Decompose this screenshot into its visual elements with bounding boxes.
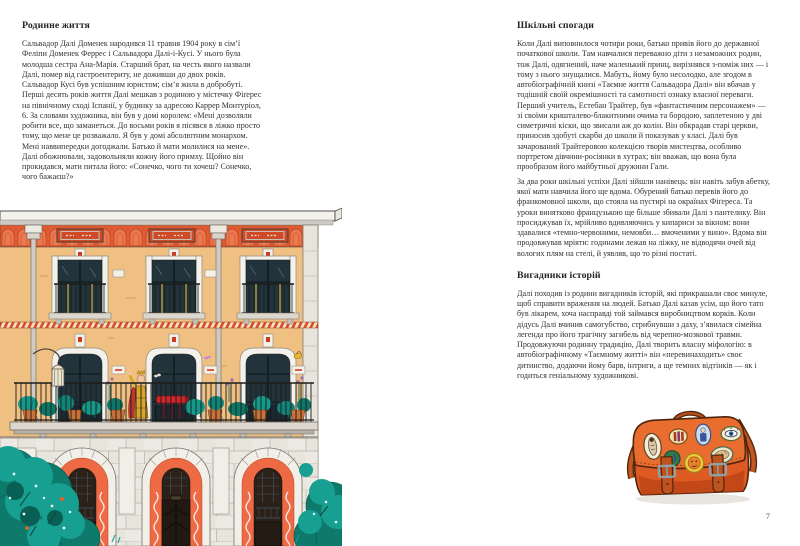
satchel-svg (620, 408, 772, 510)
building-cornice (0, 208, 342, 225)
paragraph: Далі походив із родини вигадників історій, які прикрашали своє минуле, щоб справити враження на людей. Батько Далі казав усім, що його тато був лікарем, хоча насправді той займався виробництвом корків. Коли дідусь Далі вчинив самогубство, стрибнувши з даху, з’явилася сімейна легенда про його трагічну загибель від черепно-мозкової травми. Продовжуючи родинну традицію, Далі творить власну міфологію: в автобіографічному «Таємному житті» він «перевинаходить» своє дитинство, додаючи йому барв, інтриги, а ще темних відтінків — як і годиться геніальному художникові. (517, 288, 768, 380)
arch-door-center (142, 447, 210, 546)
dali-house-illustration (0, 206, 342, 546)
paragraph: За два роки шкільні успіхи Далі зійшли нанівець: він навіть забув абетку, якої мати навчила його ще вдома. Обурений батько перевів його до франкомовної школи, що стояла на пустирі на окраїнах Фіґереса. Та уроки винятково французькою ще більше збивали Далі з пантелику. Він просиджував їх, мрійливо вдивляючись у кипариси за вікном: вони здавалися «темно-червоними, немовби… вмоченими у вино». Вдома він продовжував мріяти: годинами лежав на ліжку, не відводячи очей від вологих плям на стелі, й уявляв, що то різні постаті. (517, 176, 770, 258)
striped-band (0, 322, 318, 328)
arch-window-right (234, 447, 302, 546)
left-column (22, 20, 262, 187)
paragraph: Сальвадор Далі Доменек народився 11 травня 1904 року в сім’ї Феліпи Доменек Феррес і Сальвадора Далі-і-Кусі. У нього була молодша сестра Ана-Марія. Старший брат, на честь якого назвали Далі, помер від гастроентериту, не доживши до двох років. Сальвадор Кусі був успішним юристом; сім’я жила в добробуті. Перші десять років життя Далі мешкав з родиною у містечку Фіґерес на північному сході Іспанії, у будинку за адресою Каррер Монтуріол, 6. За словами художника, він був у домі королем: «Мені дозволяли робити все, що заманеться. До восьми років я пісявся в ліжко просто тому, що мене це розважало. Я був у домі абсолютним монархом. Мені наввипередки догоджали. Батько й мати молилися на мене». Далі обожнювали, задовольняли кожну його примху. Щойно він прокидався, мати питала його: «Сонечко, чого ти хочеш? Сонечко, чого бажаєш?» (22, 39, 262, 182)
building-frieze (0, 225, 318, 247)
section-heading-family-life: Родинне життя (22, 20, 90, 31)
right-column (517, 20, 772, 386)
dali-house-svg (0, 206, 342, 546)
section-heading-school-memories: Шкільні спогади (517, 20, 594, 31)
section-heading-story-inventors: Вигадники історій (517, 269, 601, 281)
page-number: 7 (765, 511, 770, 521)
paragraph: Коли Далі виповнилося чотири роки, батько привів його до державної початкової школи. Там навчалися переважно діти з незаможних родин, тож Далі, одягнений, наче маленький принц, вирізнявся з-поміж них — і тому з нього знущалися. Мабуть, йому було несолодко, але згодом в автобіографічній книзі «Таємне життя Сальвадора Далі» він вбачав у тодішній своїй окремішності та самотності ознаку власної переваги. Перший учитель, Естебан Трайтер, був «фантастичним персонажем» — зі своїми кришталево-блакитними очима та бородою, заплетеною у дві симетричні кіски, що звисали аж до колін. Він обкрадав старі церкви, приносив здобуті скарби до школи й показував у класі. Далі був зачарований Трайтеровою колекцією творів мистецтва, особливо портретом дівчини-росіянки в хутрах; він вважав, що вона була прообразом його майбутньої дружини Гали. (517, 39, 769, 171)
school-satchel-illustration (620, 408, 772, 510)
top-floor-windows (49, 249, 299, 324)
